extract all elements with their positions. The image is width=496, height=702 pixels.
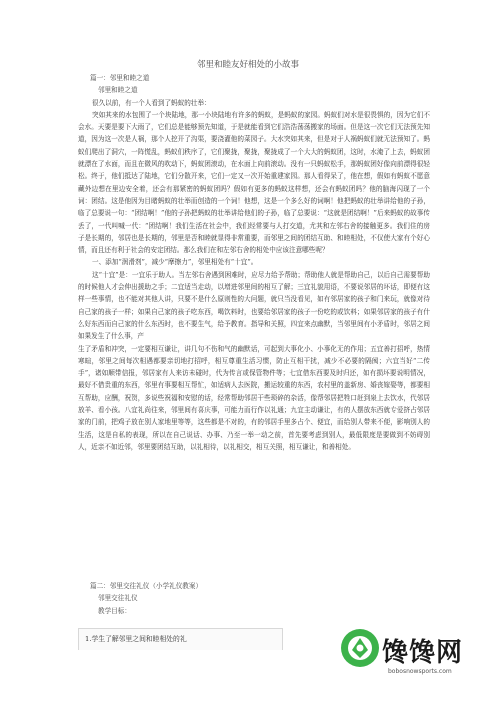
site-logo-icon xyxy=(340,628,380,668)
paragraph-1: 很久以前，有一个人看到了蚂蚁的壮举： xyxy=(92,98,211,107)
paragraph-2: 突如其来的水包围了一个块陆地，那一小块陆地有许多的蚂蚁，是蚂蚁的家园。蚂蚁们对水是很畏惧的，因为它们不会水。天要是要下大雨了，它们总是能够预先知道，于是就能看到它们浩浩荡荡搬家的场面。但是这一次它们无法预先知道，因为这一次是人祸，那个人挖开了沟渠，要浇灌他的菜园子。大水突如其来，但是对于人祸蚂蚁们就无法预知了。蚂蚁们爬出了洞穴，一阵慌乱，蚂蚁们秩序了，它们聚拢，聚拢，聚拢成了一个大大的蚂蚁团，这时，水淹了上去，蚂蚁团就漂在了水面，而且在微风的吹动下，蚂蚁团滚动，在水面上向前滚动。没有一只蚂蚁松手，那蚂蚁团好像向前漂得很轻松。终于，他们抵达了陆地，它们分散开来，它们一定又一次开始重建家园。那人看得呆了，他在想，假如有蚂蚁不愿意藏外边想在里边安全着，还会有那紧密的蚂蚁团吗？假如有更多的蚂蚁这样想，还会有蚂蚁团吗？他的脑海闪现了一个词：团结。这是他因为目睹蚂蚁的壮举而创造的一个词！他想，这是一个多么好的词啊！他把蚂蚁的壮举讲给他的子孙，临了总要说一句：“团结啊！”他的子孙把蚂蚁的壮举讲给他们的子孙，临了总要说：“这就是团结啊！”后来蚂蚁的故事传丢了，一代叫喊一代：“团结啊！我们生活在社会中，我们经常要与人打交道，尤其和左邻右舍的接触更多。我们住的房子是长期的，邻居也是长期的，邻里是否和睦就显得非常重要，而邻里之间的团结互助、和睦相处，不仅使大家有个好心情，而且还有利于社会的安定团结。那么我们在和左邻右舍的相处中应该注意哪些呢？ xyxy=(78,110,430,255)
paragraph-4: 这“十宜”是：一宜乐于助人。当左邻右舍遇到困难时，应尽力给予帮助；帮助他人就是帮助自己，以后自己需要帮助的时候他人才会伸出援助之手；二宜适当走动，以增进邻里间的相互了解；三宜礼貌用语，不要说邻居的坏话，即便有这样一些事情，也不能对其他人讲，只要不是什么原则性的大问题，就只当没看见，如有邻居家的孩子和门来玩，就像对待自己家的孩子一样；如果自己家的孩子吃东西，喝饮料时，也要给邻居家的孩子一份吃的或饮料；如果邻居家的孩子有什么好东西而自己家的什么东西时，也不要生气，给予教育。指导和关照，四宜来点幽默，当邻里间有小矛盾时，邻居之间如果发生了什么事，产 xyxy=(78,270,430,341)
teaching-goal-label: 教学目标： xyxy=(98,606,131,615)
site-watermark xyxy=(340,628,482,684)
document-body xyxy=(78,72,430,453)
document-title: 邻里和睦友好相处的小故事 xyxy=(196,60,299,70)
paragraph-5: 生了矛盾和冲突，一定要相互谦让，讲几句不伤和气的幽默话，可起到大事化小、小事化无的作用；五宜善打招呼，热情寒暄，邻里之间每次相遇都要亲切地打招呼，相互尊重生活习惯，防止互相干扰，减少不必要的隔阂；六宜当好“二传手”，诸如顺带信报，邻居家有人来访未碰时，代为传言或保管物件等；七宜借东西要及时归还，如有损坏要说明情况，最好不借贵重的东西，邻里有事要相互帮忙，如适病人去医院，搬运较重的东西，农村里的盖新房、婚丧嫁娶等，都要相互帮助，应酬，祝贺，多说些祝福和安慰的话，经常帮助邻居干些琐碎的杂活，像帮邻居把牲口赶到泉上去饮水，代邻居放羊、看小孩。八宜礼尚往来，邻里间有喜庆事，可能力而行作以礼通；九宜主动谦让，有的人摆放东西就专爱挤占邻居家的门前，把鸡子放在别人家地里等等，这些都是不对的，有的邻居手里多占个、便宜，而给别人带来不便，影响别人的生活，这是自私的表现，所以在自己说话、办事、乃至一举一动之前，首先要考虑到别人，最低限度是要做到不妨碍别人，近亲不如近邻，邻里要团结互助，以礼相待，以礼相交，相互关照，相互谦让，和善相处。 xyxy=(78,344,430,451)
paragraph-3: 一、添加“润滑剂”，减少“摩擦力”，邻里相处有“十宜”。 xyxy=(92,258,258,267)
section2-heading: 篇二：邻里交往礼仪（小学礼仪教案） xyxy=(90,582,203,590)
section1-heading: 篇一：邻里和睦之道 xyxy=(90,74,150,82)
site-url: bobosnowsports.com xyxy=(388,668,452,675)
section2-subheading: 邻里交往礼仪 xyxy=(98,594,138,603)
site-name: 馋馋网 xyxy=(382,638,464,668)
section2 xyxy=(78,580,430,617)
section1-subheading: 邻里和睦之道 xyxy=(98,86,138,95)
goal-item-1: 1.学生了解邻里之间和睦相处的礼 xyxy=(78,628,283,650)
